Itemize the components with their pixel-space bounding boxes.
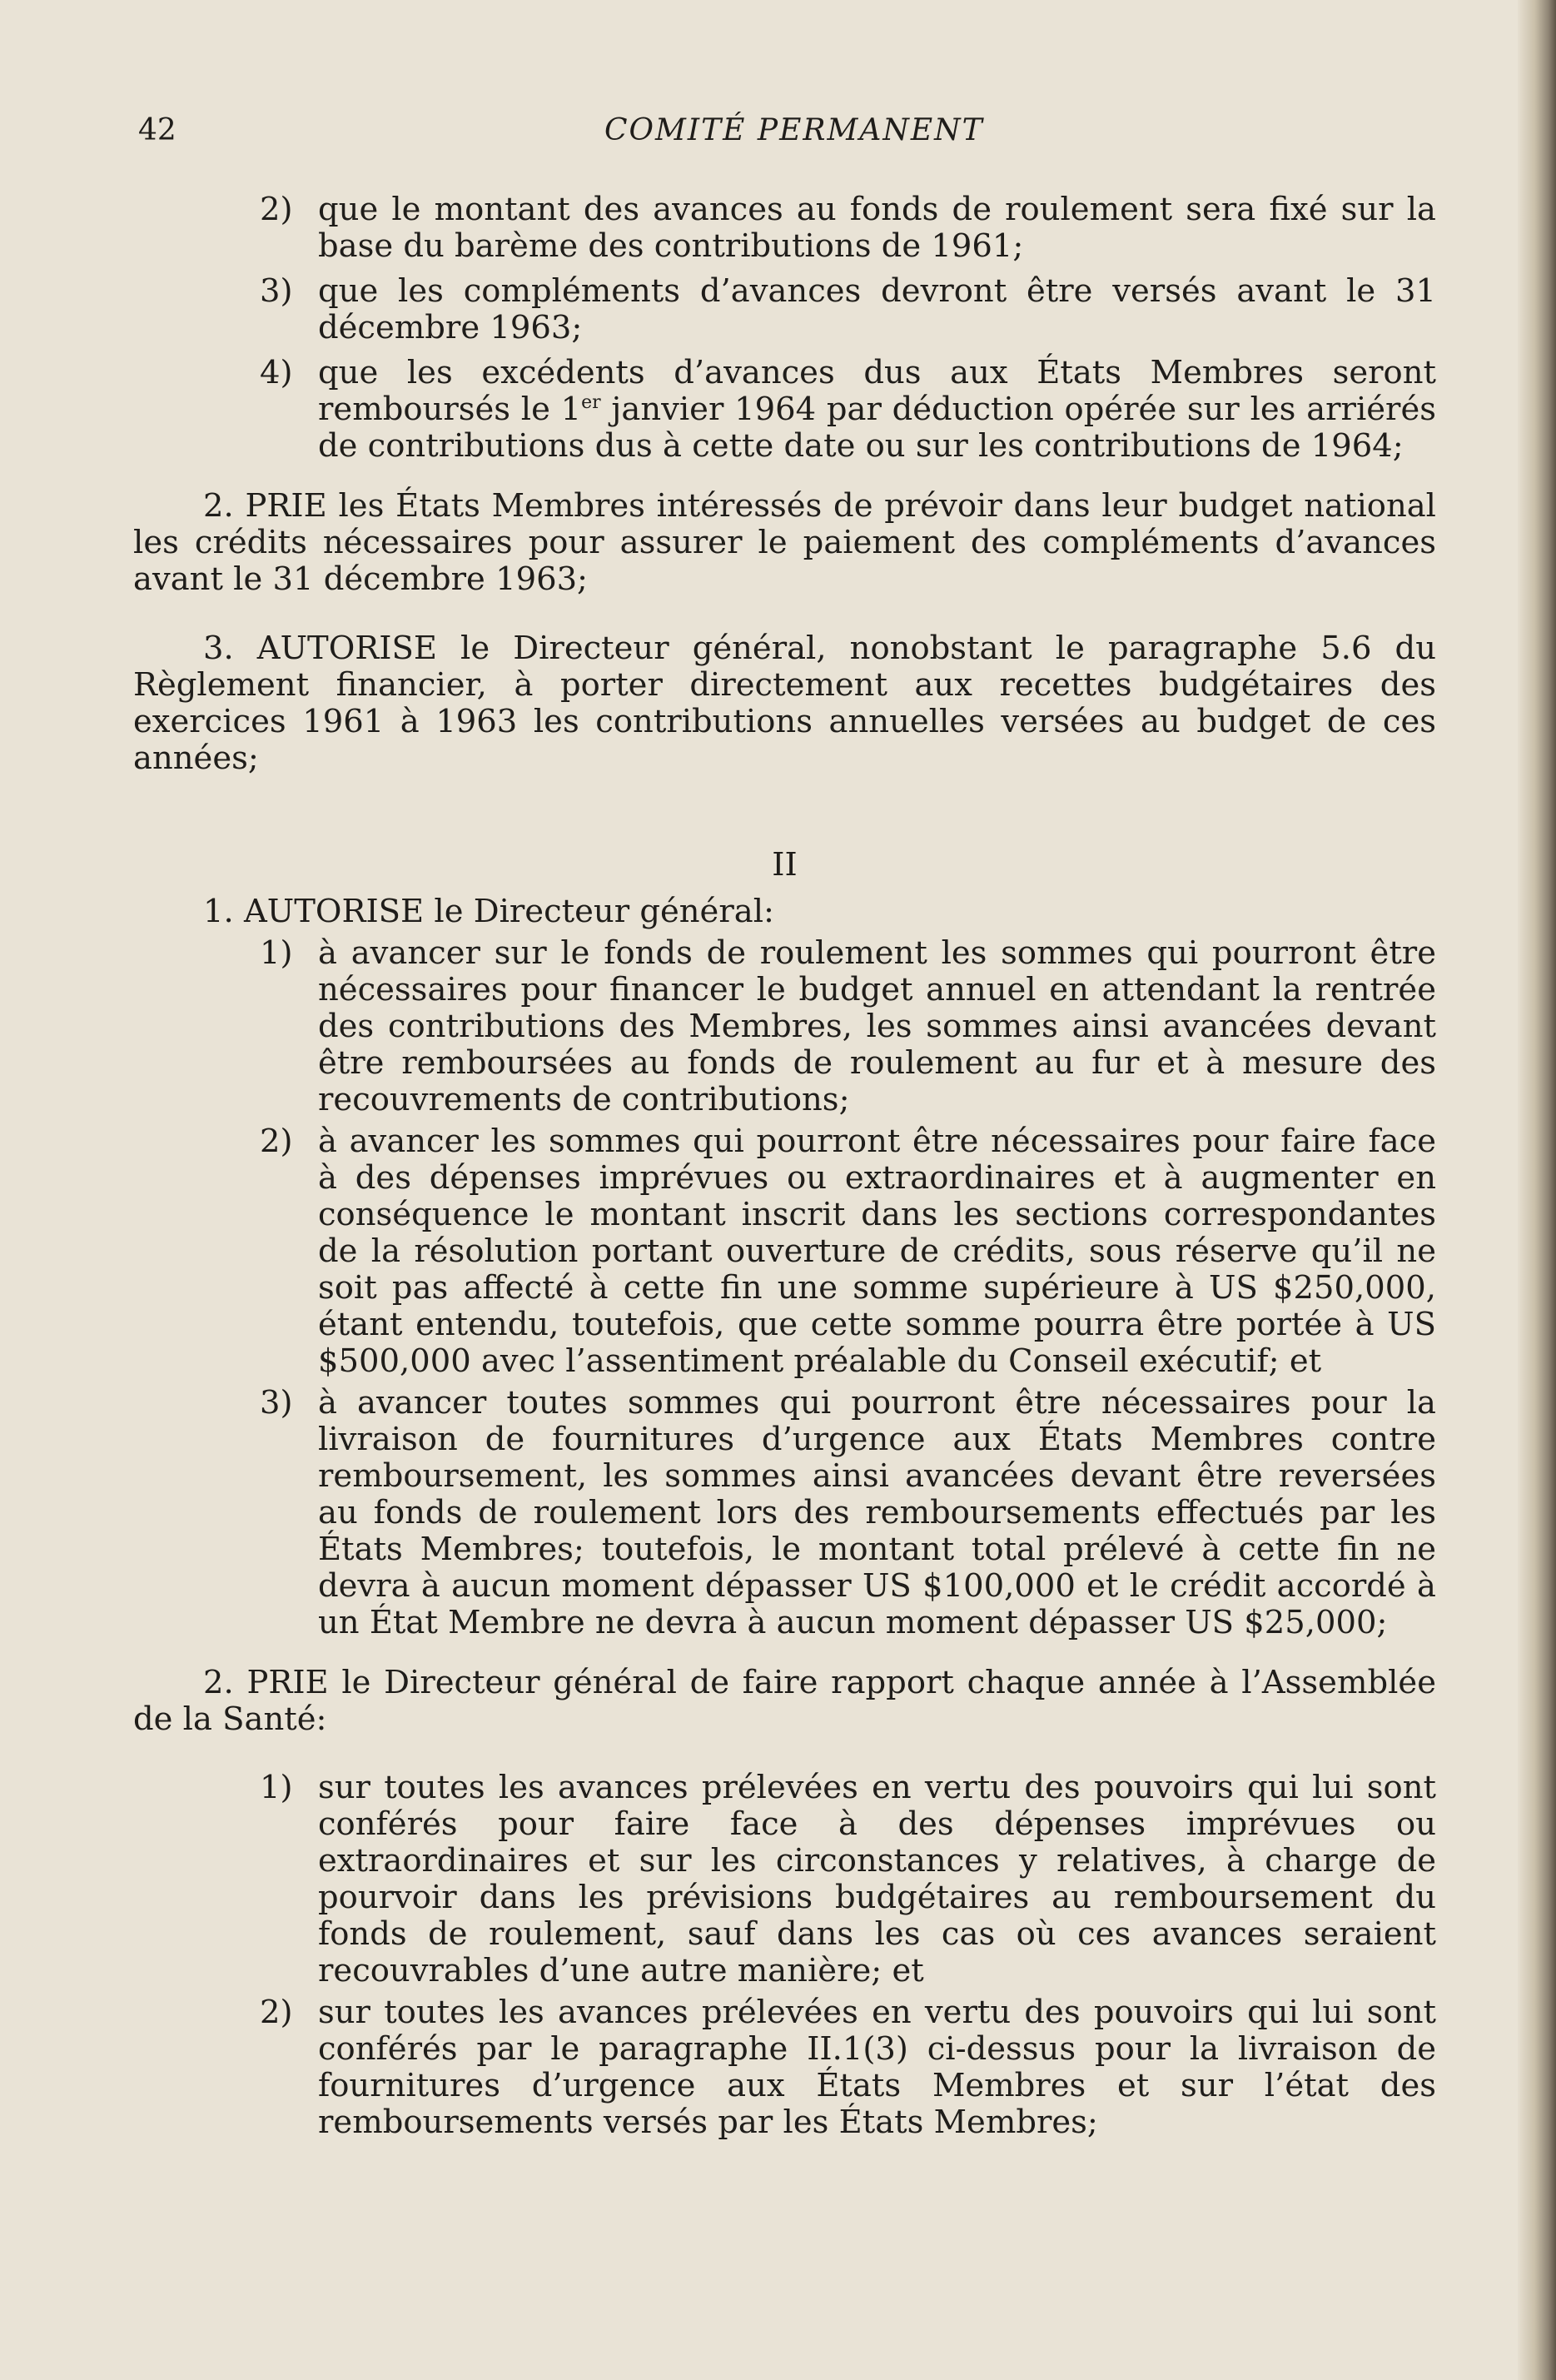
list-item-number: 4)	[260, 354, 293, 391]
running-title: COMITÉ PERMANENT	[604, 113, 984, 147]
resolution-body	[133, 192, 1436, 2141]
list-item-text: à avancer sur le fonds de roulement les sommes qui pourront être nécessaires pour financer le budget annuel en attendant la rentrée des contributions des Membres, les sommes ainsi avancées devant être remboursées au fonds de roulement au fur et à mesure des recouvrements de contributions;	[318, 934, 1436, 1118]
list-item-text: à avancer les sommes qui pourront être nécessaires pour faire face à des dépenses imprévues ou extraordinaires et à augmenter en conséquence le montant inscrit dans les sections correspondantes de la résolution portant ouverture de crédits, sous réserve qu’il ne soit pas affecté à cette fin une somme supérieure à US $250,000, étant entendu, toutefois, que cette somme pourra être portée à US $500,000 avec l’assentiment préalable du Conseil exécutif; et	[318, 1122, 1436, 1380]
list-item	[133, 1770, 1436, 1989]
list-item-text: que les compléments d’avances devront être versés avant le 31 décembre 1963;	[318, 272, 1436, 346]
page-number: 42	[138, 113, 176, 147]
list-item	[133, 935, 1436, 1118]
section-heading-ii: II	[772, 845, 798, 884]
section-ii-intro: 1. AUTORISE le Directeur général:	[203, 892, 774, 930]
list-item	[133, 192, 1436, 265]
list-item-text: sur toutes les avances prélevées en vertu des pouvoirs qui lui sont conférés par le paragraphe II.1(3) ci-dessus pour la livraison de fournitures d’urgence aux États Membres et sur l’état des remboursements versés par les États Membres;	[318, 1994, 1436, 2141]
page-edge-shadow	[1518, 0, 1556, 2380]
paragraph-3: 3. AUTORISE le Directeur général, nonobstant le paragraphe 5.6 du Règlement financier, à porter directement aux recettes budgétaires des exercices 1961 à 1963 les contributions annuelles versées au budget de ces années;	[133, 629, 1436, 777]
list-item	[133, 355, 1436, 465]
superscript: er	[581, 392, 601, 414]
list-item-text: sur toutes les avances prélevées en vertu des pouvoirs qui lui sont conférés pour faire face à des dépenses imprévues ou extraordinaires et sur les circonstances y relatives, à charge de pourvoir dans les prévisions budgétaires au remboursement du fonds de roulement, sauf dans les cas où ces avances seraient recouvrables d’une autre manière; et	[318, 1769, 1436, 1989]
list-item	[133, 1994, 1436, 2141]
list-item-number: 3)	[260, 272, 293, 310]
list-item-number: 2)	[260, 1122, 293, 1160]
list-item-number: 1)	[260, 934, 293, 972]
list-item-number: 1)	[260, 1769, 293, 1806]
list-item-number: 2)	[260, 191, 293, 228]
list-item-text: que le montant des avances au fonds de roulement sera fixé sur la base du barème des contributions de 1961;	[318, 191, 1436, 265]
list-item-text: à avancer toutes sommes qui pourront être nécessaires pour la livraison de fournitures d’urgence aux États Membres contre remboursement, les sommes ainsi avancées devant être reversées au fonds de roulement lors des remboursements effectués par les États Membres; toutefois, le montant total prélevé à cette fin ne devra à aucun moment dépasser US $100,000 et le crédit accordé à un État Membre ne devra à aucun moment dépasser US $25,000;	[318, 1383, 1436, 1641]
list-item	[133, 1123, 1436, 1380]
list-item	[133, 1385, 1436, 1641]
list-item-text: que les excédents d’avances dus aux États Membres seront remboursés le 1er janvier 1964 par déduction opérée sur les arriérés de contributions dus à cette date ou sur les contributions de 1964;	[318, 354, 1436, 465]
section-ii-paragraph-2: 2. PRIE le Directeur général de faire rapport chaque année à l’Assemblée de la Santé:	[133, 1663, 1436, 1738]
list-item	[133, 273, 1436, 346]
list-item-number: 2)	[260, 1994, 293, 2031]
paragraph-2: 2. PRIE les États Membres intéressés de prévoir dans leur budget national les crédits nécessaires pour assurer le paiement des compléments d’avances avant le 31 décembre 1963;	[133, 487, 1436, 598]
page-header	[138, 113, 1437, 155]
list-item-number: 3)	[260, 1383, 293, 1422]
